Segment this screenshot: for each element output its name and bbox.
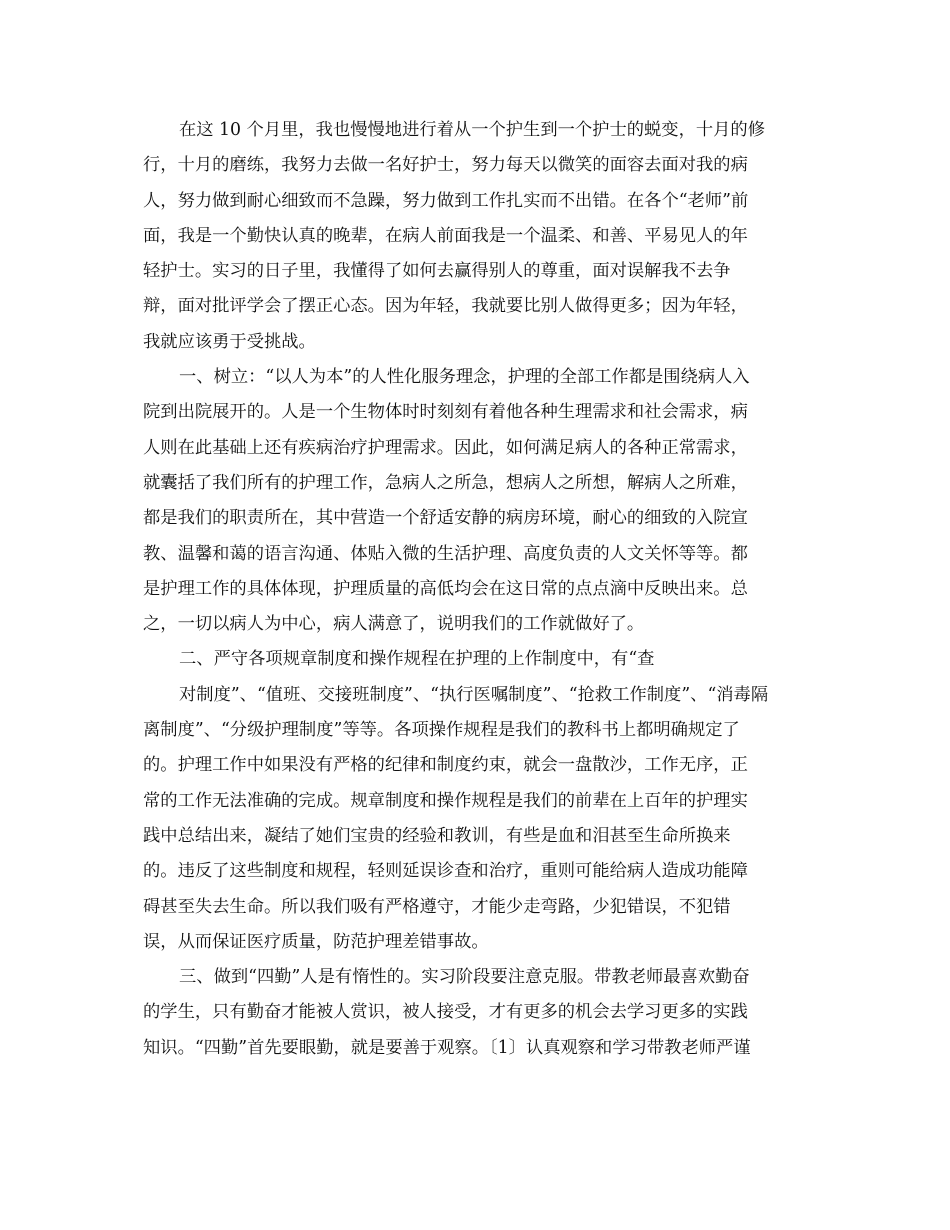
text-line: 就囊括了我们所有的护理工作，急病人之所急，想病人之所想，解病人之所难， <box>143 472 748 493</box>
text-line: 误，从而保证医疗质量，防范护理差错事故。 <box>143 931 489 952</box>
text-line: 的。护理工作中如果没有严格的纪律和制度约束，就会一盘散沙，工作无序，正 <box>143 755 748 776</box>
text-line: 践中总结出来，凝结了她们宝贵的经验和教训，有些是血和泪甚至生命所换来 <box>143 825 731 846</box>
text-line: 是护理工作的具体体现，护理质量的高低均会在这日常的点点滴中反映出来。总 <box>143 578 748 599</box>
text-line: 面，我是一个勤快认真的晚辈，在病人前面我是一个温柔、和善、平易见人的年 <box>143 225 748 246</box>
text-line: 人则在此基础上还有疾病治疗护理需求。因此，如何满足病人的各种正常需求， <box>143 437 748 458</box>
text-line: 教、温馨和蔼的语言沟通、体贴入微的生活护理、高度负责的人文关怀等等。都 <box>143 543 748 564</box>
text-line: 一、树立：“以人为本”的人性化服务理念，护理的全部工作都是围绕病人入 <box>179 367 750 388</box>
text-line: 在这 10 个月里，我也慢慢地进行着从一个护生到一个护士的蜕变，十月的修 <box>179 120 765 140</box>
document-body <box>143 113 808 1066</box>
text-line: 行，十月的磨练，我努力去做一名好护士，努力每天以微笑的面容去面对我的病 <box>143 155 748 176</box>
text-line: 的学生，只有勤奋才能被人赏识，被人接受，才有更多的机会去学习更多的实践 <box>143 1002 748 1023</box>
text-line: 二、严守各项规章制度和操作规程在护理的上作制度中，有“查 <box>179 649 655 670</box>
text-line: 之，一切以病人为中心，病人满意了，说明我们的工作就做好了。 <box>143 614 645 635</box>
text-line: 的。违反了这些制度和规程，轻则延误诊查和治疗，重则可能给病人造成功能障 <box>143 861 748 882</box>
text-line: 人，努力做到耐心细致而不急躁，努力做到工作扎实而不出错。在各个“老师”前 <box>143 190 749 211</box>
text-line: 知识。“四勤”首先要眼勤，就是要善于观察。〔1〕认真观察和学习带教老师严谨 <box>143 1037 751 1058</box>
text-line: 我就应该勇于受挑战。 <box>143 331 316 352</box>
text-line: 离制度”、“分级护理制度”等等。各项操作规程是我们的教科书上都明确规定了 <box>143 720 740 741</box>
text-line: 三、做到“四勤”人是有惰性的。实习阶段要注意克服。带教老师最喜欢勤奋 <box>179 967 750 988</box>
text-line: 轻护士。实习的日子里，我懂得了如何去赢得别人的尊重，面对误解我不去争 <box>143 261 731 282</box>
text-line: 辩，面对批评学会了摆正心态。因为年轻，我就要比别人做得更多；因为年轻， <box>143 296 748 317</box>
text-line: 碍甚至失去生命。所以我们吸有严格遵守，才能少走弯路，少犯错误，不犯错 <box>143 896 731 917</box>
text-line: 对制度”、“值班、交接班制度”、“执行医嘱制度”、“抢救工作制度”、“消毒隔 <box>179 684 769 705</box>
text-line: 常的工作无法准确的完成。规章制度和操作规程是我们的前辈在上百年的护理实 <box>143 790 748 811</box>
text-line: 都是我们的职责所在，其中营造一个舒适安静的病房环境，耐心的细致的入院宣 <box>143 508 748 529</box>
text-line: 院到出院展开的。人是一个生物体时时刻刻有着他各种生理需求和社会需求，病 <box>143 402 748 423</box>
